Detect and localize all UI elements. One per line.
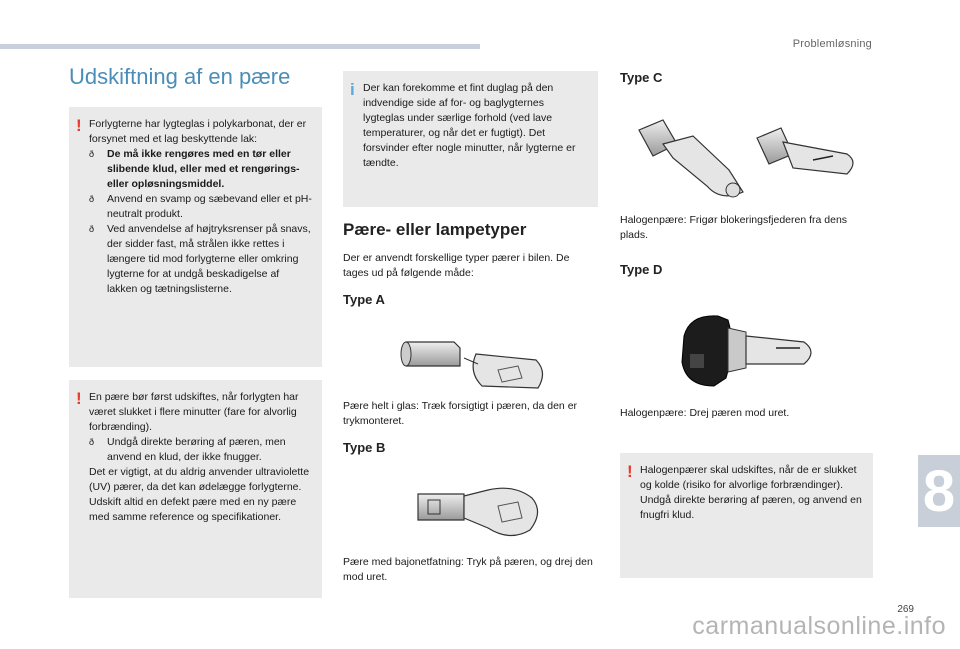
- type-a-bulb-illustration: [398, 328, 558, 403]
- warning-intro: En pære bør først udskiftes, når forlygten har været slukket i flere minutter (fare for alvorlig forbrænding).: [89, 391, 299, 433]
- chapter-tab: 8: [918, 455, 960, 527]
- page-number: 269: [897, 604, 914, 615]
- type-b-bulb-illustration: [414, 480, 554, 540]
- warning-text: Det er vigtigt, at du aldrig anvender ultraviolette (UV) pærer, da det kan ødelægge forlygterne.: [89, 466, 310, 493]
- info-text: Der kan forekomme et fint duglag på den indvendige side af for- og baglygternes lygteglas under særlige forhold (ved lave temperaturer, og når det er fugtigt). Det forsvinder efter nogle minutter, når lygterne er tændte.: [363, 82, 576, 169]
- warning-box-replacement: [69, 380, 322, 598]
- type-d-description: Halogenpære: Drej pæren mod uret.: [620, 407, 790, 419]
- warning-text: Udskift altid en defekt pære med en ny pære med samme reference og specifikationer.: [89, 496, 297, 523]
- info-box-condensation: [343, 71, 598, 207]
- type-d-heading: Type D: [620, 262, 663, 277]
- type-a-description: Pære helt i glas: Træk forsigtigt i pæren, da den er trykmonteret.: [343, 400, 578, 427]
- warning-box-halogen: [620, 453, 873, 578]
- type-c-bulb-illustration: [633, 110, 863, 202]
- list-item: ð Anvend en svamp og sæbevand eller et pH-neutralt produkt.: [89, 192, 312, 222]
- list-item: ð Undgå direkte berøring af pæren, men anvend en klud, der ikke fnugger.: [89, 435, 312, 465]
- type-b-description: Pære med bajonetfatning: Tryk på pæren, og drej den mod uret.: [343, 556, 593, 583]
- page-title: Udskiftning af en pære: [69, 64, 291, 89]
- info-icon: i: [350, 80, 355, 99]
- type-a-heading: Type A: [343, 292, 385, 307]
- bulb-types-intro: Der er anvendt forskellige typer pærer i bilen. De tages ud på følgende måde:: [343, 252, 570, 279]
- type-c-heading: Type C: [620, 70, 663, 85]
- list-item: ð Ved anvendelse af højtryksrenser på snavs, der sidder fast, må strålen ikke rettes i længere tid mod forlygterne eller omkring lygterne for at undgå beskadigelse af lakken og tætningslisterne.: [89, 222, 312, 297]
- header-bar: [0, 44, 480, 49]
- list-item: ð De må ikke rengøres med en tør eller slibende klud, eller med et rengørings- eller opløsningsmiddel.: [89, 147, 312, 192]
- warning-text: Halogenpærer skal udskiftes, når de er slukket og kolde (risiko for alvorlige forbrændinger). Undgå direkte berøring af pæren, og anvend en fnugfri klud.: [640, 464, 862, 521]
- warning-icon: !: [76, 116, 82, 135]
- watermark: carmanualsonline.info: [692, 612, 946, 640]
- type-d-bulb-illustration: [676, 306, 832, 394]
- warning-icon: !: [76, 389, 82, 408]
- warning-icon: !: [627, 462, 633, 481]
- warning-box-polycarbonate: [69, 107, 322, 367]
- type-b-heading: Type B: [343, 440, 386, 455]
- bulb-types-heading: Pære- eller lampetyper: [343, 220, 527, 239]
- section-label: Problemløsning: [792, 38, 872, 50]
- warning-intro: Forlygterne har lygteglas i polykarbonat, der er forsynet med et lag beskyttende lak:: [89, 118, 307, 145]
- type-c-description: Halogenpære: Frigør blokeringsfjederen fra dens plads.: [620, 214, 848, 241]
